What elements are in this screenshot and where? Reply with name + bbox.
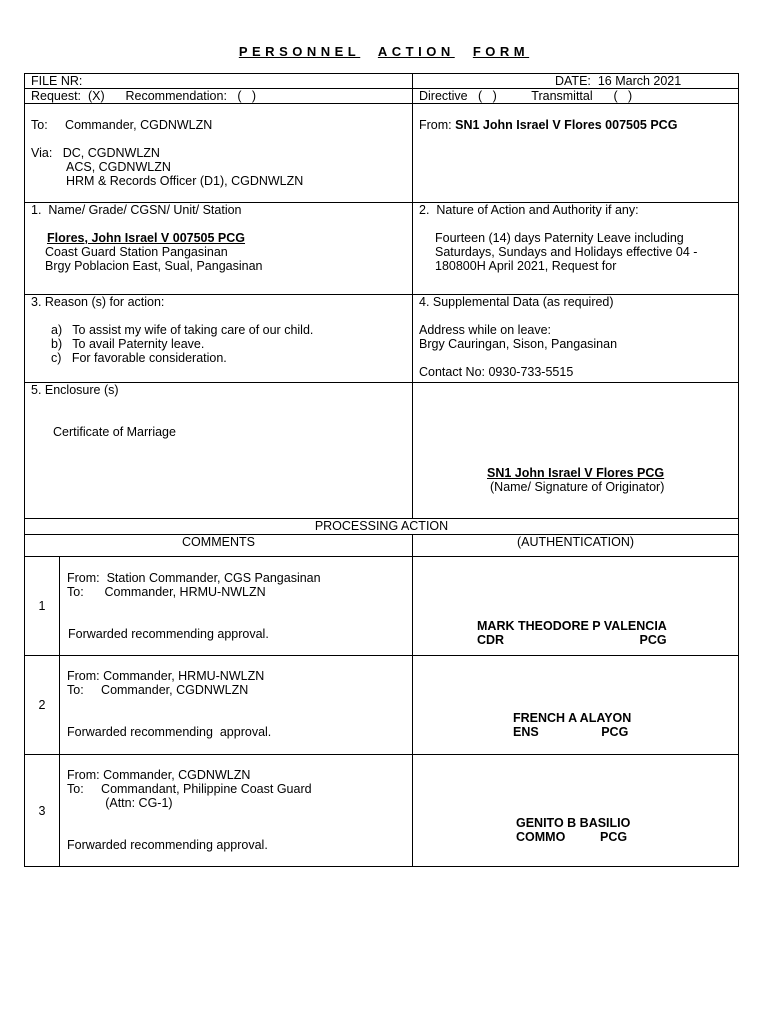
entry-remark: Forwarded recommending approval. — [67, 725, 272, 739]
via-line-2: ACS, CGDNWLZN — [66, 160, 171, 174]
entry-attn: (Attn: CG-1) — [67, 796, 173, 810]
contact-number: Contact No: 0930-733-5515 — [419, 365, 574, 379]
section-1-heading: 1. Name/ Grade/ CGSN/ Unit/ Station — [31, 203, 242, 217]
section-1-2-row — [25, 203, 738, 295]
entry-signer: FRENCH A ALAYON — [513, 711, 632, 725]
leave-address-label: Address while on leave: — [419, 323, 552, 337]
entry-remark: Forwarded recommending approval. — [68, 627, 269, 641]
request-row — [25, 89, 738, 104]
processing-entry-2 — [25, 656, 738, 755]
nature-line-1: Fourteen (14) days Paternity Leave including — [435, 231, 684, 245]
section-2-heading: 2. Nature of Action and Authority if any: — [419, 203, 639, 217]
processing-heading: PROCESSING ACTION — [314, 519, 449, 533]
entry-to: To: Commandant, Philippine Coast Guard — [67, 782, 312, 796]
section-4-heading: 4. Supplemental Data (as required) — [419, 295, 614, 309]
form-title — [0, 44, 768, 59]
comments-header: COMMENTS — [182, 535, 255, 549]
section-3-heading: 3. Reason (s) for action: — [31, 295, 165, 309]
entry-number: 2 — [38, 698, 46, 712]
from-field — [419, 118, 732, 132]
authentication-header: (AUTHENTICATION) — [516, 535, 635, 549]
entry-rank: CDR PCG — [477, 633, 667, 647]
to-field: To: Commander, CGDNWLZN — [31, 118, 213, 132]
routing-row — [25, 104, 738, 203]
entry-signer: MARK THEODORE P VALENCIA — [477, 619, 667, 633]
reason-item: a) To assist my wife of taking care of our child. — [51, 323, 314, 337]
entry-remark: Forwarded recommending approval. — [67, 838, 268, 852]
originator-name: Flores, John Israel V 007505 PCG — [47, 231, 246, 245]
nature-line-2: Saturdays, Sundays and Holidays effective 04 - — [435, 245, 698, 259]
nature-line-3: 180800H April 2021, Request for — [435, 259, 617, 273]
enclosure-item: Certificate of Marriage — [53, 425, 176, 439]
from-label: From: — [419, 118, 456, 132]
entry-number: 3 — [38, 803, 46, 818]
entry-from: From: Commander, HRMU-NWLZN — [67, 669, 265, 683]
via-line-1: Via: DC, CGDNWLZN — [31, 146, 160, 160]
reason-item: b) To avail Paternity leave. — [51, 337, 205, 351]
from-value: SN1 John Israel V Flores 007505 PCG — [455, 118, 678, 132]
date-field: DATE: 16 March 2021 — [555, 74, 682, 88]
file-date-row — [25, 74, 738, 89]
file-nr-label: FILE NR: — [31, 74, 83, 88]
entry-rank: COMMO PCG — [516, 830, 628, 844]
directive-field: Directive ( ) Transmittal ( ) — [419, 89, 633, 103]
entry-signer: GENITO B BASILIO — [516, 816, 631, 830]
originator-signature-caption: (Name/ Signature of Originator) — [490, 480, 665, 494]
title-word-2: ACTION — [377, 44, 455, 59]
title-word-3: FORM — [472, 44, 530, 59]
originator-address: Brgy Poblacion East, Sual, Pangasinan — [45, 259, 263, 273]
section-5-row — [25, 383, 738, 519]
originator-unit: Coast Guard Station Pangasinan — [45, 245, 228, 259]
entry-number: 1 — [38, 599, 46, 613]
section-3-4-row — [25, 295, 738, 383]
request-field: Request: (X) Recommendation: ( ) — [31, 89, 257, 103]
entry-from: From: Station Commander, CGS Pangasinan — [67, 571, 321, 585]
reason-list — [31, 323, 406, 365]
leave-address: Brgy Cauringan, Sison, Pangasinan — [419, 337, 618, 351]
processing-columns-row — [25, 535, 738, 557]
entry-rank: ENS PCG — [513, 725, 629, 739]
processing-entry-3 — [25, 755, 738, 866]
processing-heading-row — [25, 519, 738, 535]
section-5-heading: 5. Enclosure (s) — [31, 383, 119, 397]
entry-to: To: Commander, CGDNWLZN — [67, 683, 249, 697]
form-table — [24, 73, 739, 867]
title-word-1: PERSONNEL — [238, 44, 361, 59]
originator-signature-name: SN1 John Israel V Flores PCG — [487, 466, 665, 480]
processing-entry-1 — [25, 557, 738, 656]
reason-item: c) For favorable consideration. — [51, 351, 227, 365]
entry-from: From: Commander, CGDNWLZN — [67, 768, 251, 782]
via-line-3: HRM & Records Officer (D1), CGDNWLZN — [66, 174, 304, 188]
entry-to: To: Commander, HRMU-NWLZN — [67, 585, 266, 599]
